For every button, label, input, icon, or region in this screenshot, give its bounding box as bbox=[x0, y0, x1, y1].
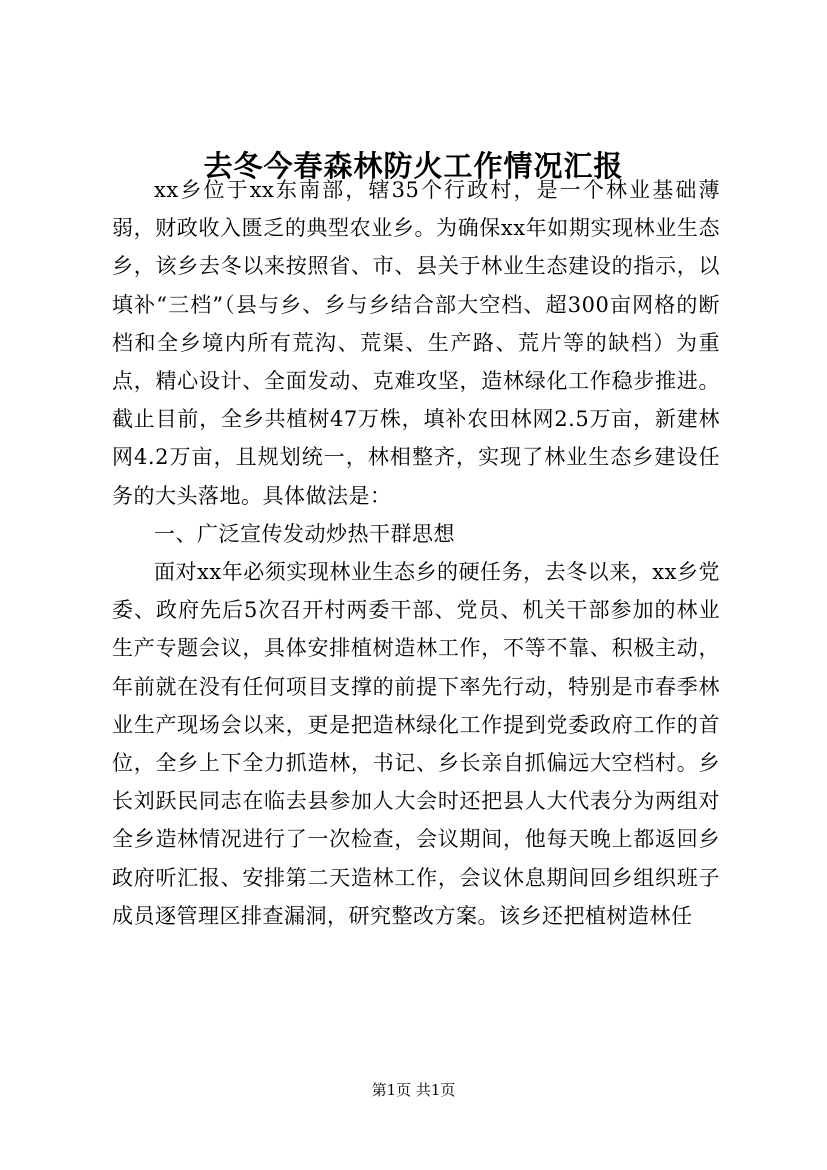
document-title: 去冬今春森林防火工作情况汇报 bbox=[203, 149, 624, 183]
section-heading: 一、广泛宣传发动炒热干群思想 bbox=[154, 521, 455, 546]
document-body bbox=[112, 171, 720, 935]
paragraph-intro: xx乡位于xx东南部，辖35个行政村，是一个林业基础薄弱，财政收入匮乏的典型农业乡。为确保xx年如期实现林业生态乡，该乡去冬以来按照省、市、县关于林业生态建设的指示，以填补“三档”（县与乡、乡与乡结合部大空档、超300亩网格的断档和全乡境内所有荒沟、荒渠、生产路、荒片等的缺档）为重点，精心设计、全面发动、克难攻坚，造林绿化工作稳步推进。截止目前，全乡共植树47万株，填补农田林网2.5万亩，新建林网4.2万亩，且规划统一，林相整齐，实现了林业生态乡建设任务的大头落地。具体做法是： bbox=[112, 178, 720, 508]
paragraph-section-1: 面对xx年必须实现林业生态乡的硬任务，去冬以来，xx乡党委、政府先后5次召开村两委干部、党员、机关干部参加的林业生产专题会议，具体安排植树造林工作，不等不靠、积极主动，年前就在没有任何项目支撑的前提下率先行动，特别是市春季林业生产现场会以来，更是把造林绿化工作提到党委政府工作的首位，全乡上下全力抓造林，书记、乡长亲自抓偏远大空档村。乡长刘跃民同志在临去县参加人大会时还把县人大代表分为两组对全乡造林情况进行了一次检查，会议期间，他每天晚上都返回乡政府听汇报、安排第二天造林工作，会议休息期间回乡组织班子成员逐管理区排查漏洞，研究整改方案。该乡还把植树造林任 bbox=[112, 560, 720, 928]
page-footer: 第1页 共1页 bbox=[371, 1081, 456, 1099]
